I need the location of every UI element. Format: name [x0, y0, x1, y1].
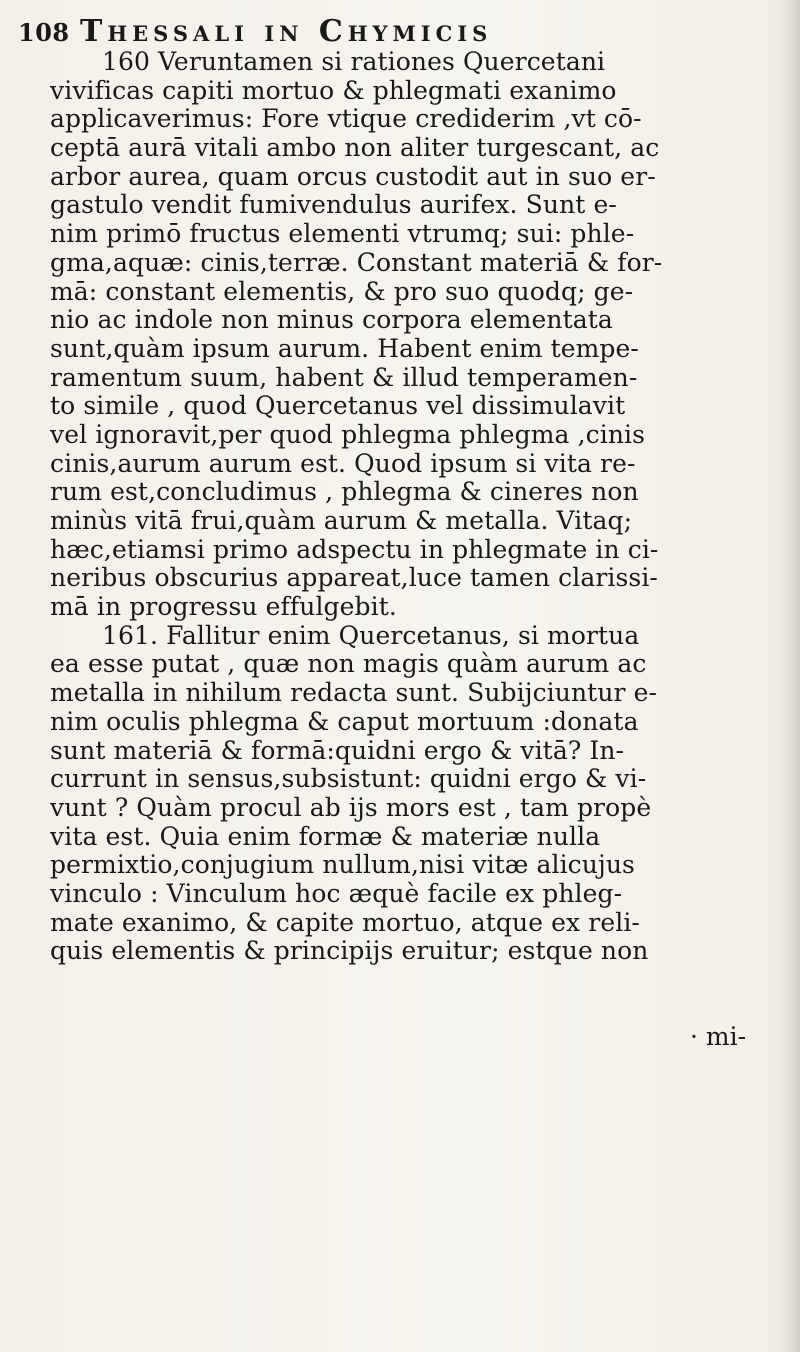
text-line: vivificas capiti mortuo & phlegmati exanimo — [50, 76, 617, 105]
text-line: hæc,etiamsi primo adspectu in phlegmate in ci- — [50, 535, 659, 564]
text-line: currunt in sensus,subsistunt: quidni ergo & vi- — [50, 765, 647, 794]
catchword: · mi- — [690, 1022, 747, 1051]
text-line: nim primō fructus elementi vtrumq; sui: phle- — [50, 220, 635, 249]
text-line: gma,aquæ: cinis,terræ. Constant materiā & for- — [50, 248, 663, 277]
text-line: permixtio,conjugium nullum,nisi vitæ alicujus — [50, 851, 635, 880]
page-gutter-shadow — [778, 0, 800, 1352]
text-line: mate exanimo, & capite mortuo, atque ex reli- — [50, 908, 640, 937]
text-line: mā in progressu effulgebit. — [50, 593, 397, 622]
text-line: sunt materiā & formā:quidni ergo & vitā? In- — [50, 736, 625, 765]
text-line: vunt ? Quàm procul ab ijs mors est , tam propè — [50, 793, 652, 822]
text-line: sunt,quàm ipsum aurum. Habent enim tempe- — [50, 334, 639, 363]
text-line: applicaverimus: Fore vtique crediderim ,vt cō- — [50, 105, 642, 134]
text-line: quis elementis & principijs eruitur; estque non — [50, 937, 649, 966]
text-line: arbor aurea, quam orcus custodit aut in suo er- — [50, 162, 656, 191]
text-line: vinculo : Vinculum hoc æquè facile ex phleg- — [50, 879, 623, 908]
text-line: ramentum suum, habent & illud temperamen- — [50, 363, 638, 392]
text-line: to simile , quod Quercetanus vel dissimulavit — [50, 392, 626, 421]
text-line: vel ignoravit,per quod phlegma phlegma ,cinis — [50, 420, 646, 449]
text-line: mā: constant elementis, & pro suo quodq; ge- — [50, 277, 634, 306]
body-text — [50, 48, 770, 966]
text-line: 161. Fallitur enim Quercetanus, si mortua — [102, 621, 640, 650]
text-line: nio ac indole non minus corpora elementata — [50, 306, 613, 335]
text-line: ea esse putat , quæ non magis quàm aurum ac — [50, 650, 647, 679]
text-line: rum est,concludimus , phlegma & cineres non — [50, 478, 639, 507]
page-number: 108 — [18, 18, 70, 47]
text-line: neribus obscurius appareat,luce tamen clarissi- — [50, 564, 658, 593]
text-line: metalla in nihilum redacta sunt. Subijciuntur e- — [50, 679, 658, 708]
text-line: 160 Veruntamen si rationes Quercetani — [102, 48, 606, 76]
running-title: Thessali in Chymicis — [80, 14, 493, 49]
text-line: cinis,aurum aurum est. Quod ipsum si vita re- — [50, 449, 636, 478]
text-line: ceptā aurā vitali ambo non aliter turgescant, ac — [50, 134, 660, 163]
text-line: vita est. Quia enim formæ & materiæ nulla — [50, 822, 601, 851]
text-line: gastulo vendit fumivendulus aurifex. Sunt e- — [50, 191, 617, 220]
text-line: minùs vitā frui,quàm aurum & metalla. Vitaq; — [50, 507, 633, 535]
text-line: nim oculis phlegma & caput mortuum :donata — [50, 707, 639, 736]
